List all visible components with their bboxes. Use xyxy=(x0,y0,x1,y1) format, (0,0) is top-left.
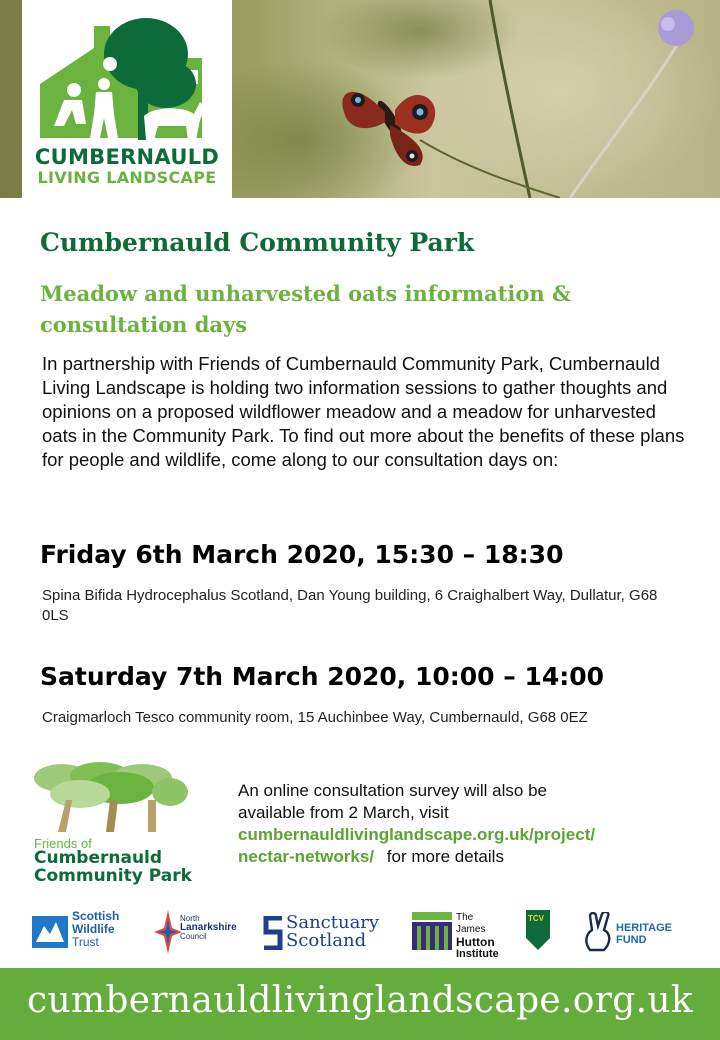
logo-text-living-landscape: LIVING LANDSCAPE xyxy=(37,168,217,187)
heritage-fund-logo xyxy=(580,908,690,956)
logo-text-cumbernauld: CUMBERNAULD xyxy=(34,145,220,169)
nlc-star-icon xyxy=(154,910,182,954)
hero-banner xyxy=(0,0,720,198)
logo-illustration xyxy=(34,14,220,146)
partner-logos xyxy=(0,900,720,962)
sanctuary-text-2: Scotland xyxy=(286,930,367,951)
event-address-saturday: Craigmarloch Tesco community room, 15 Auchinbee Way, Cumbernauld, G68 0EZ xyxy=(42,709,588,726)
friends-logo-text-3: Community Park xyxy=(34,866,192,886)
survey-suffix: for more details xyxy=(386,847,504,866)
cumbernauld-living-landscape-logo xyxy=(22,0,232,198)
event-heading-friday: Friday 6th March 2020, 15:30 – 18:30 xyxy=(40,540,564,569)
north-lanarkshire-logo xyxy=(154,908,236,956)
nlc-text-1: North xyxy=(180,914,200,923)
sanctuary-scotland-logo xyxy=(262,908,386,956)
swt-text-1: Scottish xyxy=(72,909,120,923)
nlc-text-2: Lanarkshire xyxy=(180,922,237,933)
hutton-icon xyxy=(412,912,452,950)
nlc-text-3: Council xyxy=(180,932,207,941)
survey-info xyxy=(238,780,698,868)
hutton-text-2: Hutton xyxy=(456,935,495,949)
heritage-text-2: FUND xyxy=(616,934,647,946)
event-address-friday: Spina Bifida Hydrocephalus Scotland, Dan Young building, 6 Craighalbert Way, Dullatur, G68 0LS xyxy=(42,587,658,624)
tcv-logo xyxy=(526,908,550,956)
hutton-text-3: Institute xyxy=(456,948,499,960)
sanctuary-text-1: Sanctuary xyxy=(286,912,380,933)
hutton-text-1: The James xyxy=(456,912,486,935)
scottish-wildlife-trust-logo xyxy=(30,908,130,956)
james-hutton-institute-logo xyxy=(412,908,502,960)
crossed-fingers-icon xyxy=(580,912,614,952)
friends-trees-logo xyxy=(30,760,190,840)
survey-text: An online consultation survey will also be available from 2 March, visit xyxy=(238,781,548,822)
footer-website-link[interactable]: cumbernauldlivinglandscape.org.uk xyxy=(27,980,693,1021)
friends-logo-text-1: Friends of xyxy=(34,836,92,851)
heritage-text-1: HERITAGE xyxy=(616,922,673,934)
survey-link-line2[interactable]: nectar-networks/ xyxy=(238,847,375,866)
sanctuary-s-icon xyxy=(262,916,284,950)
swt-text-3: Trust xyxy=(72,935,99,949)
footer-bar xyxy=(0,968,720,1040)
event-heading-saturday: Saturday 7th March 2020, 10:00 – 14:00 xyxy=(40,662,605,691)
swt-text-2: Wildlife xyxy=(72,922,115,936)
swt-icon xyxy=(30,912,70,952)
page-title: Cumbernauld Community Park xyxy=(40,228,475,257)
page-subtitle: Meadow and unharvested oats information & consultation days xyxy=(40,281,571,337)
survey-link-line1[interactable]: cumbernauldlivinglandscape.org.uk/project/ xyxy=(238,825,596,844)
intro-paragraph: In partnership with Friends of Cumbernauld Community Park, Cumbernauld Living Landscape is holding two information sessions to gather thoughts and opinions on a proposed wildflower meadow and a meadow for unharvested oats in the Community Park. To find out more about the benefits of these plans for people and wildlife, come along to our consultation days on: xyxy=(42,353,685,470)
friends-logo-text-2: Cumbernauld xyxy=(34,848,163,868)
tcv-text: TCV xyxy=(528,914,544,923)
